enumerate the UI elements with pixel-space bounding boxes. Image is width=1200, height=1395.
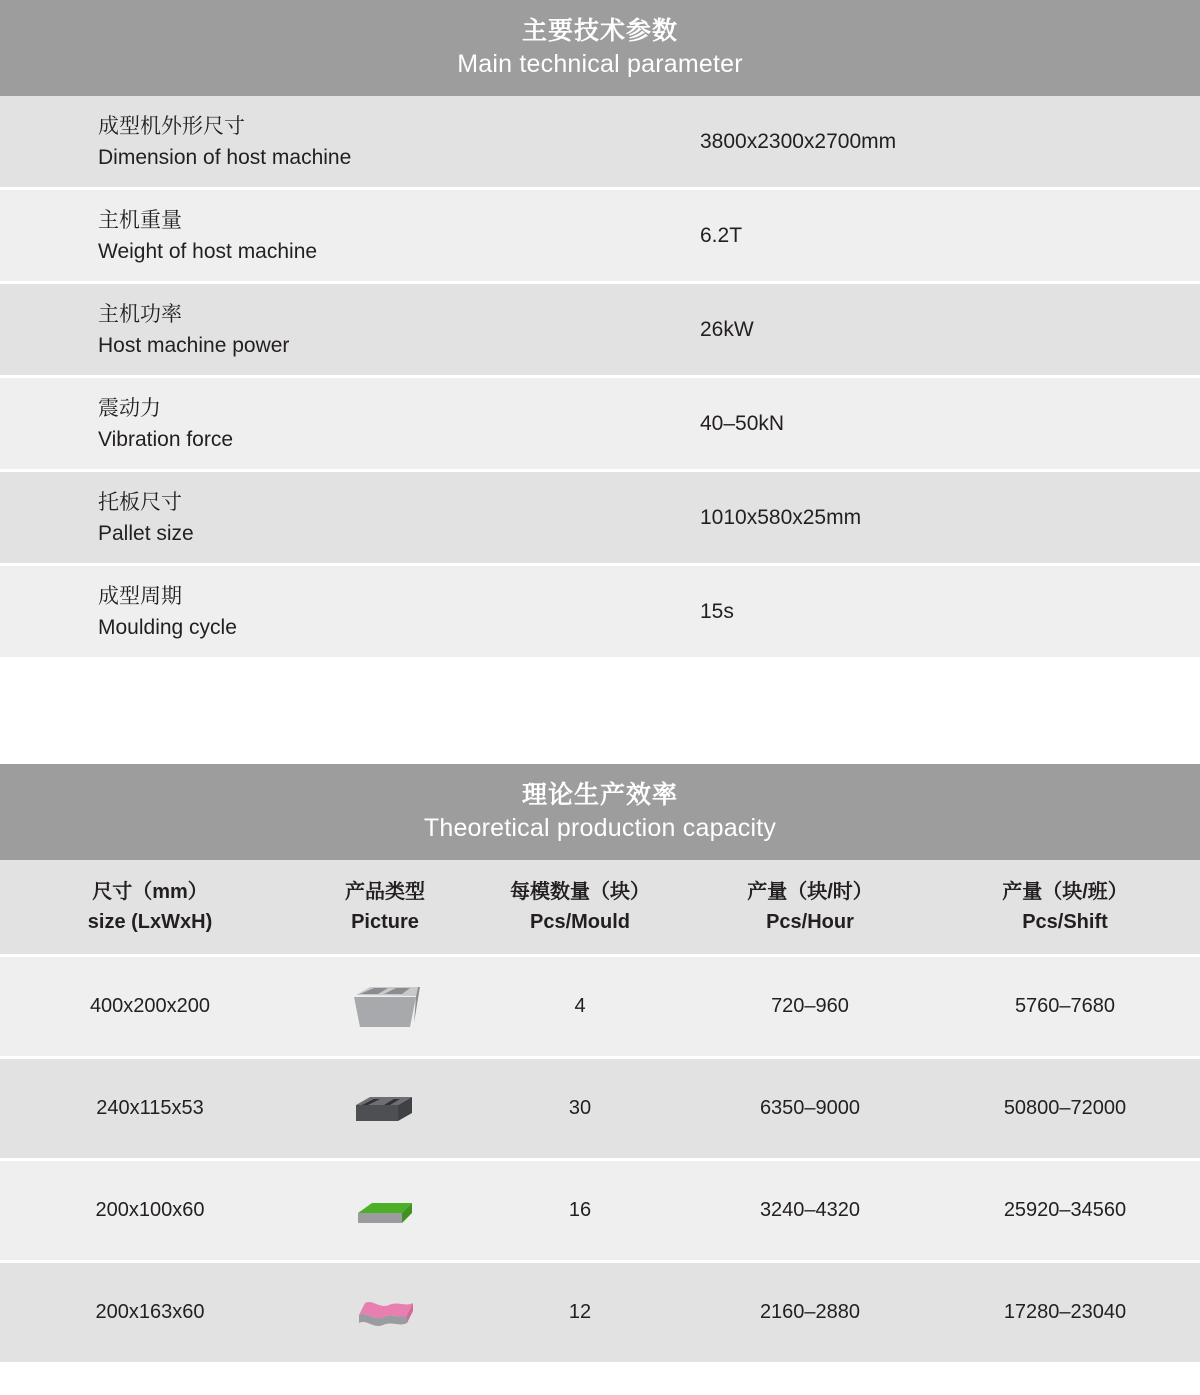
capacity-table-title-en: Theoretical production capacity <box>423 814 777 842</box>
column-header-picture-en: Picture <box>351 911 419 933</box>
spec-label-cn: 主机功率 <box>98 302 182 326</box>
spec-label-en: Moulding cycle <box>98 615 237 639</box>
section-spacer <box>0 660 1200 764</box>
table-row <box>0 378 1200 472</box>
column-header-pcs-mould <box>470 877 690 937</box>
column-header-pcs-mould-cn: 每模数量（块） <box>510 881 650 903</box>
table-row <box>0 1059 1200 1161</box>
spec-value: 26kW <box>700 317 754 341</box>
spec-label <box>0 581 700 643</box>
solid-brick-icon <box>300 1079 470 1139</box>
column-header-pcs-mould-en: Pcs/Mould <box>529 911 630 933</box>
cell-pcs-shift: 5760–7680 <box>1014 995 1116 1017</box>
cell-pcs-mould: 4 <box>574 995 586 1017</box>
main-technical-parameter-table <box>0 0 1200 660</box>
cell-size: 200x100x60 <box>95 1199 205 1221</box>
cell-size: 240x115x53 <box>96 1097 204 1119</box>
table-row <box>0 957 1200 1059</box>
cell-pcs-mould: 16 <box>568 1199 592 1221</box>
spec-label-en: Weight of host machine <box>98 239 318 263</box>
column-header-pcs-hour-en: Pcs/Hour <box>766 911 854 933</box>
spec-label-cn: 震动力 <box>98 396 161 420</box>
column-header-size-cn: 尺寸（mm） <box>92 881 208 903</box>
capacity-table-header <box>0 764 1200 860</box>
green-paver-icon <box>300 1181 470 1241</box>
spec-label-en: Pallet size <box>98 521 194 545</box>
spec-value: 3800x2300x2700mm <box>700 129 897 153</box>
spec-label <box>0 487 700 549</box>
cell-pcs-mould: 12 <box>568 1301 592 1323</box>
table-row <box>0 96 1200 190</box>
spec-label <box>0 205 700 267</box>
cell-pcs-mould: 30 <box>568 1097 592 1119</box>
column-header-pcs-shift-en: Pcs/Shift <box>1022 911 1108 933</box>
theoretical-production-capacity-table <box>0 764 1200 1365</box>
table-row <box>0 190 1200 284</box>
table-row <box>0 1161 1200 1263</box>
column-header-pcs-shift-cn: 产量（块/班） <box>1002 881 1128 903</box>
spec-label-cn: 托板尺寸 <box>98 490 182 514</box>
pink-paver-icon <box>300 1283 470 1343</box>
spec-label <box>0 111 700 173</box>
column-header-size-en: size (LxWxH) <box>87 911 213 933</box>
cell-picture <box>300 1079 470 1139</box>
cell-pcs-hour: 720–960 <box>771 995 849 1017</box>
spec-value: 6.2T <box>700 223 743 247</box>
cell-pcs-shift: 17280–23040 <box>1003 1301 1127 1323</box>
column-header-pcs-hour <box>690 877 930 937</box>
main-table-title-cn: 主要技术参数 <box>521 17 678 45</box>
spec-value: 1010x580x25mm <box>700 505 862 529</box>
spec-label <box>0 299 700 361</box>
cell-size: 200x163x60 <box>95 1301 205 1323</box>
cell-pcs-shift: 50800–72000 <box>1003 1097 1127 1119</box>
column-header-pcs-shift <box>930 877 1200 937</box>
column-header-picture <box>300 877 470 937</box>
table-row <box>0 472 1200 566</box>
hollow-block-icon <box>300 977 470 1037</box>
spec-label-en: Dimension of host machine <box>98 145 352 169</box>
spec-label-en: Vibration force <box>98 427 234 451</box>
cell-picture <box>300 1181 470 1241</box>
cell-pcs-hour: 6350–9000 <box>759 1097 861 1119</box>
spec-label <box>0 393 700 455</box>
table-row <box>0 284 1200 378</box>
capacity-column-headers <box>0 860 1200 957</box>
main-technical-parameter-header <box>0 0 1200 96</box>
cell-pcs-shift: 25920–34560 <box>1003 1199 1127 1221</box>
cell-pcs-hour: 3240–4320 <box>759 1199 861 1221</box>
cell-picture <box>300 977 470 1037</box>
column-header-size <box>0 877 300 937</box>
spec-label-cn: 成型周期 <box>98 584 182 608</box>
spec-label-en: Host machine power <box>98 333 290 357</box>
main-table-title-en: Main technical parameter <box>457 50 743 78</box>
cell-size: 400x200x200 <box>89 995 211 1017</box>
column-header-picture-cn: 产品类型 <box>345 881 425 903</box>
capacity-table-title-cn: 理论生产效率 <box>521 781 678 809</box>
cell-pcs-hour: 2160–2880 <box>759 1301 861 1323</box>
spec-label-cn: 成型机外形尺寸 <box>98 114 245 138</box>
table-row <box>0 1263 1200 1365</box>
spec-value: 15s <box>700 599 734 623</box>
spec-label-cn: 主机重量 <box>98 208 182 232</box>
column-header-pcs-hour-cn: 产量（块/时） <box>747 881 873 903</box>
cell-picture <box>300 1283 470 1343</box>
table-row <box>0 566 1200 660</box>
spec-value: 40–50kN <box>700 411 785 435</box>
